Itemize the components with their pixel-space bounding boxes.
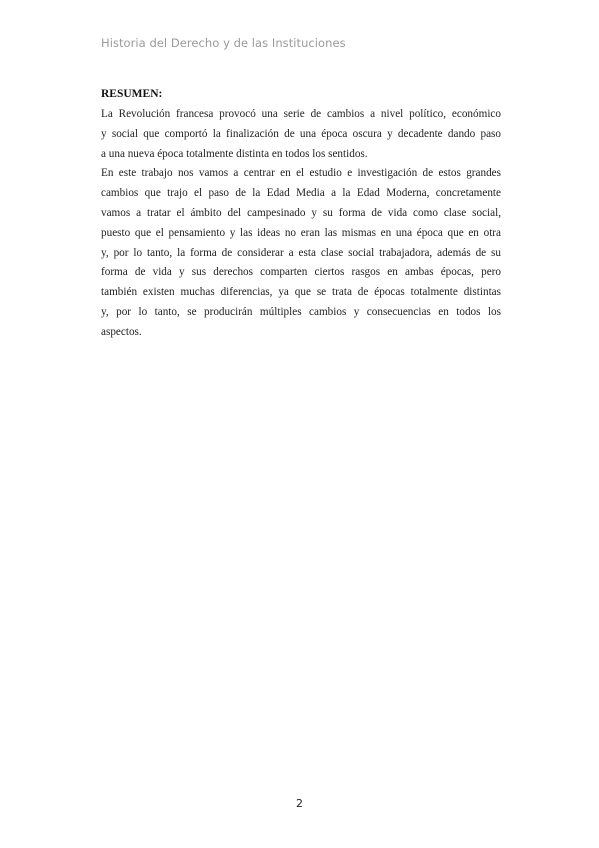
paragraph-line: En este trabajo nos vamos a centrar en el estudio e investigación de estos grandes (101, 167, 501, 180)
paragraph-line: y social que comportó la finalización de una época oscura y decadente dando paso (101, 127, 501, 140)
paragraph-line: puesto que el pensamiento y las ideas no eran las mismas en una época que en otra (101, 226, 501, 239)
paragraph-1 (101, 105, 501, 164)
section-title: RESUMEN: (101, 88, 163, 100)
main-content (101, 86, 501, 343)
paragraph-line: cambios que trajo el paso de la Edad Media a la Edad Moderna, concretamente (101, 187, 501, 200)
running-header: Historia del Derecho y de las Instituciones (101, 36, 346, 50)
paragraph-line: a una nueva época totalmente distinta en todos los sentidos. (101, 147, 368, 160)
paragraph-2 (101, 164, 501, 342)
paragraph-line: La Revolución francesa provocó una serie de cambios a nivel político, económico (101, 108, 501, 120)
paragraph-line: y, por lo tanto, se producirán múltiples cambios y consecuencias en todos los (101, 305, 501, 318)
paragraph-line: forma de vida y sus derechos comparten ciertos rasgos en ambas épocas, pero (101, 266, 501, 279)
page-number: 2 (296, 797, 303, 810)
paragraph-line: y, por lo tanto, la forma de considerar a esta clase social trabajadora, además de su (101, 246, 501, 259)
paragraph-line: también existen muchas diferencias, ya que se trata de épocas totalmente distintas (101, 286, 501, 299)
paragraph-line: vamos a tratar el ámbito del campesinado y su forma de vida como clase social, (101, 206, 501, 219)
paragraph-line: aspectos. (101, 325, 142, 338)
